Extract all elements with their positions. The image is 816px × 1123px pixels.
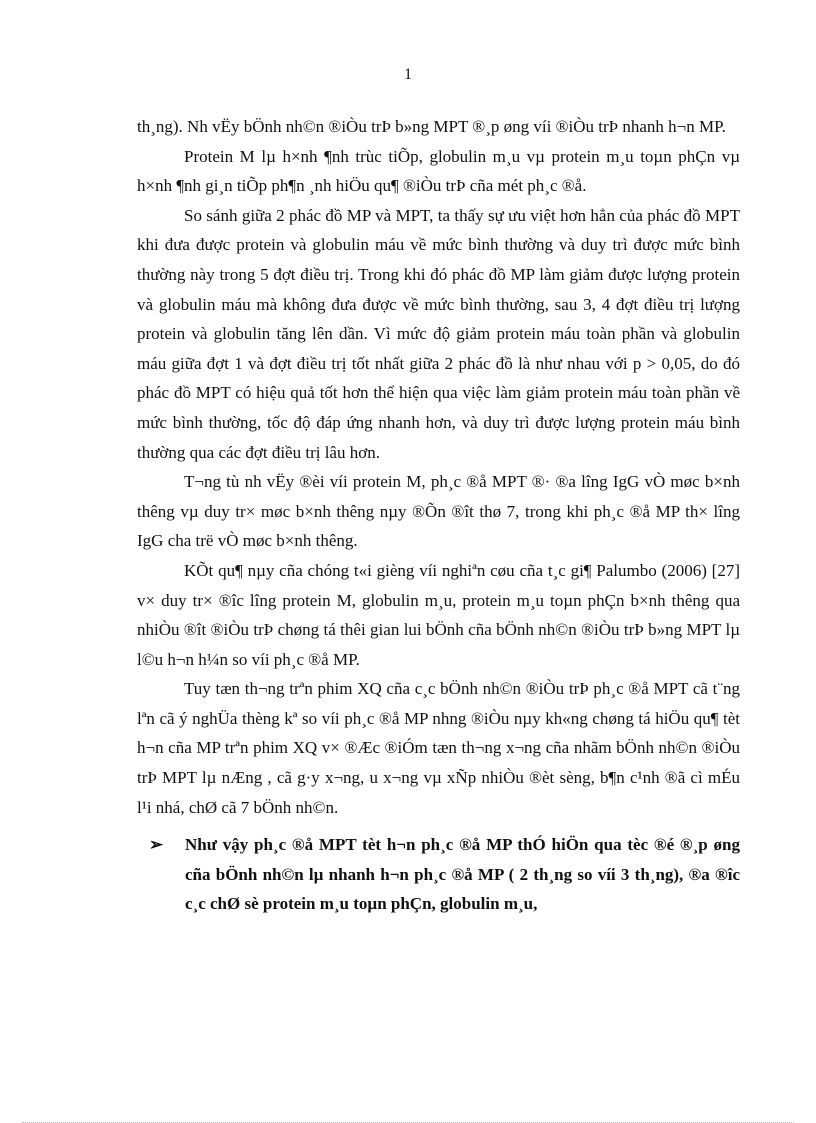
paragraph-4: T¬ng tù nh vËy ®èi víi protein M, ph¸c ®å MPT ®· ®a lîng IgG vÒ møc b×nh thêng vµ duy tr× møc b×nh thêng nµy ®Õn ®ît thø 7, trong khi ph¸c ®å MP th× lîng IgG cha trë vÒ møc b×nh thêng. bbox=[137, 472, 740, 551]
document-body bbox=[137, 112, 740, 919]
bullet-text: Như vậy ph¸c ®å MPT tèt h¬n ph¸c ®å MP thÓ hiÖn qua tèc ®é ®¸p øng cña bÖnh nh©n lµ nhanh h¬n ph¸c ®å MP ( 2 th¸ng so víi 3 th¸ng), ®a ®îc c¸c chØ sè protein m¸u toµn phÇn, globulin m¸u, bbox=[185, 835, 740, 914]
paragraph-2: Protein M lµ h×nh ¶nh trùc tiÕp, globulin m¸u vµ protein m¸u toµn phÇn vµ h×nh ¶nh gi¸n tiÕp ph¶n ¸nh hiÖu qu¶ ®iÒu trÞ cña mét ph¸c ®å. bbox=[137, 146, 740, 196]
paragraph-3: So sánh giữa 2 phác đồ MP và MPT, ta thấy sự ưu việt hơn hẳn của phác đồ MPT khi đưa được protein và globulin máu về mức bình thường và duy trì được mức bình thường này trong 5 đợt điều trị. Trong khi đó phác đồ MP làm giảm được lượng protein và globulin máu mà không đưa được về mức bình thường, sau 3, 4 đợt điều trị lượng protein và globulin tăng lên dần. Vì mức độ giảm protein máu toàn phần và globulin máu giữa đợt 1 và đợt điều trị tốt nhất giữa 2 phác đồ là như nhau với p > 0,05, do đó phác đồ MPT có hiệu quả tốt hơn thể hiện qua việc làm giảm protein máu toàn phần về mức bình thường, tốc độ đáp ứng nhanh hơn, và duy trì được lượng protein máu bình thường qua các đợt điều trị lâu hơn. bbox=[137, 205, 740, 462]
paragraph-6: Tuy tæn th¬ng trªn phim XQ cña c¸c bÖnh nh©n ®iÒu trÞ ph¸c ®å MPT cã t¨ng lªn cã ý nghÜa thèng kª so víi ph¸c ®å MP nhng ®iÒu nµy kh«ng chøng tá hiÖu qu¶ tèt h¬n cña MP trªn phim XQ v× ®Æc ®iÓm tæn th¬ng x¬ng cña nhãm bÖnh nh©n ®iÒu trÞ MPT lµ nÆng , cã g·y x¬ng, u x¬ng vµ xÑp nhiÒu ®èt sèng, b¶n c¹nh ®ã cì mÉu l¹i nhá, chØ cã 7 bÖnh nh©n. bbox=[137, 679, 740, 817]
paragraph-1: th¸ng). Nh vËy bÖnh nh©n ®iÒu trÞ b»ng MPT ®¸p øng víi ®iÒu trÞ nhanh h¬n MP. bbox=[137, 117, 726, 136]
paragraph-5: KÕt qu¶ nµy cña chóng t«i gièng víi nghiªn cøu cña t¸c gi¶ Palumbo (2006) [27] v× duy tr× ®îc lîng protein M, globulin m¸u, protein m¸u toµn phÇn b×nh thêng qua nhiÒu ®ît ®iÒu trÞ chøng tá thêi gian lui bÖnh cña bÖnh nh©n ®iÒu trÞ b»ng MPT lµ l©u h¬n h¼n so víi ph¸c ®å MP. bbox=[137, 560, 740, 669]
page-number: 1 bbox=[404, 66, 412, 83]
arrow-bullet-icon: ➢ bbox=[149, 835, 164, 855]
bullet-item bbox=[137, 830, 740, 919]
